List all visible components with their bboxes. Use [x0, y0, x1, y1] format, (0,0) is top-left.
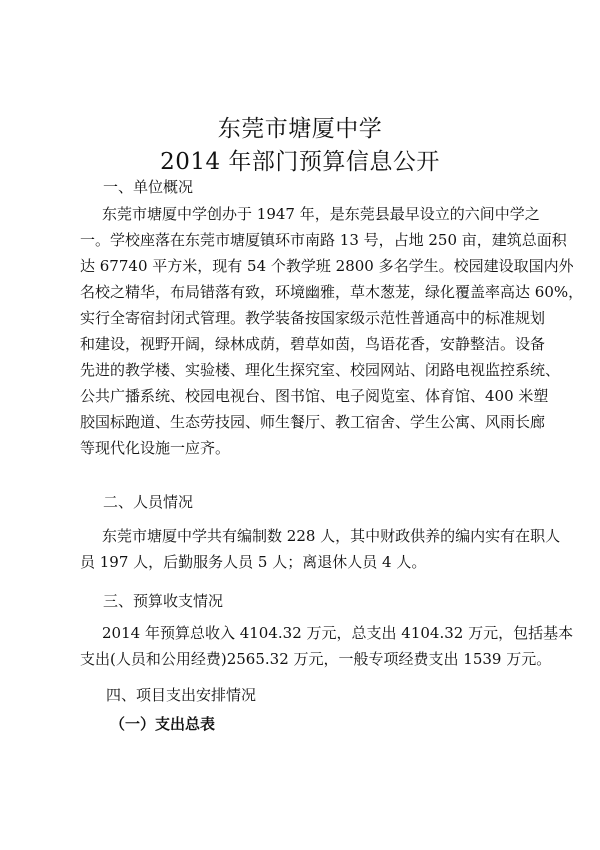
paragraph-line: 达 67740 平方米，现有 54 个教学班 2800 多名学生。校园建设取国内外 — [80, 257, 574, 275]
paragraph-line: 员 197 人，后勤服务人员 5 人；离退休人员 4 人。 — [80, 553, 427, 571]
paragraph-staff — [80, 523, 561, 575]
section-heading-projects: 四、项目支出安排情况 — [106, 686, 257, 704]
paragraph-line: 一。学校座落在东莞市塘厦镇环市南路 13 号，占地 250 亩，建筑总面积 — [80, 231, 567, 249]
paragraph-unit-overview — [80, 201, 584, 461]
subheading-expenditure-table: （一）支出总表 — [110, 715, 216, 733]
section-heading-unit-overview: 一、单位概况 — [103, 178, 194, 196]
section-heading-staff: 二、人员情况 — [103, 493, 194, 511]
paragraph-line: 胶国标跑道、生态劳技园、师生餐厅、教工宿舍、学生公寓、风雨长廊 — [80, 413, 546, 431]
paragraph-line: 等现代化设施一应齐。 — [80, 439, 231, 457]
paragraph-line: 支出(人员和公用经费)2565.32 万元，一般专项经费支出 1539 万元。 — [80, 650, 552, 668]
paragraph-line: 2014 年预算总收入 4104.32 万元，总支出 4104.32 万元，包括基本 — [102, 624, 574, 642]
paragraph-line: 公共广播系统、校园电视台、图书馆、电子阅览室、体育馆、400 米塑 — [80, 387, 549, 405]
paragraph-line: 实行全寄宿封闭式管理。教学装备按国家级示范性普通高中的标准规划 — [80, 309, 546, 327]
paragraph-line: 东莞市塘厦中学共有编制数 228 人，其中财政供养的编内实有在职人 — [102, 527, 561, 545]
paragraph-line: 名校之精华，布局错落有致，环境幽雅，草木葱茏，绿化覆盖率高达 60%， — [80, 283, 584, 301]
section-heading-budget: 三、预算收支情况 — [103, 592, 224, 610]
paragraph-line: 先进的教学楼、实验楼、理化生探究室、校园网站、闭路电视监控系统、 — [80, 361, 561, 379]
document-title-main: 2014 年部门预算信息公开 — [160, 149, 440, 175]
paragraph-line: 和建设，视野开阔，绿林成荫，碧草如茵，鸟语花香，安静整洁。设备 — [80, 335, 546, 353]
document-title-org: 东莞市塘厦中学 — [217, 116, 383, 142]
paragraph-line: 东莞市塘厦中学创办于 1947 年，是东莞县最早设立的六间中学之 — [102, 205, 540, 223]
paragraph-budget — [80, 620, 574, 672]
